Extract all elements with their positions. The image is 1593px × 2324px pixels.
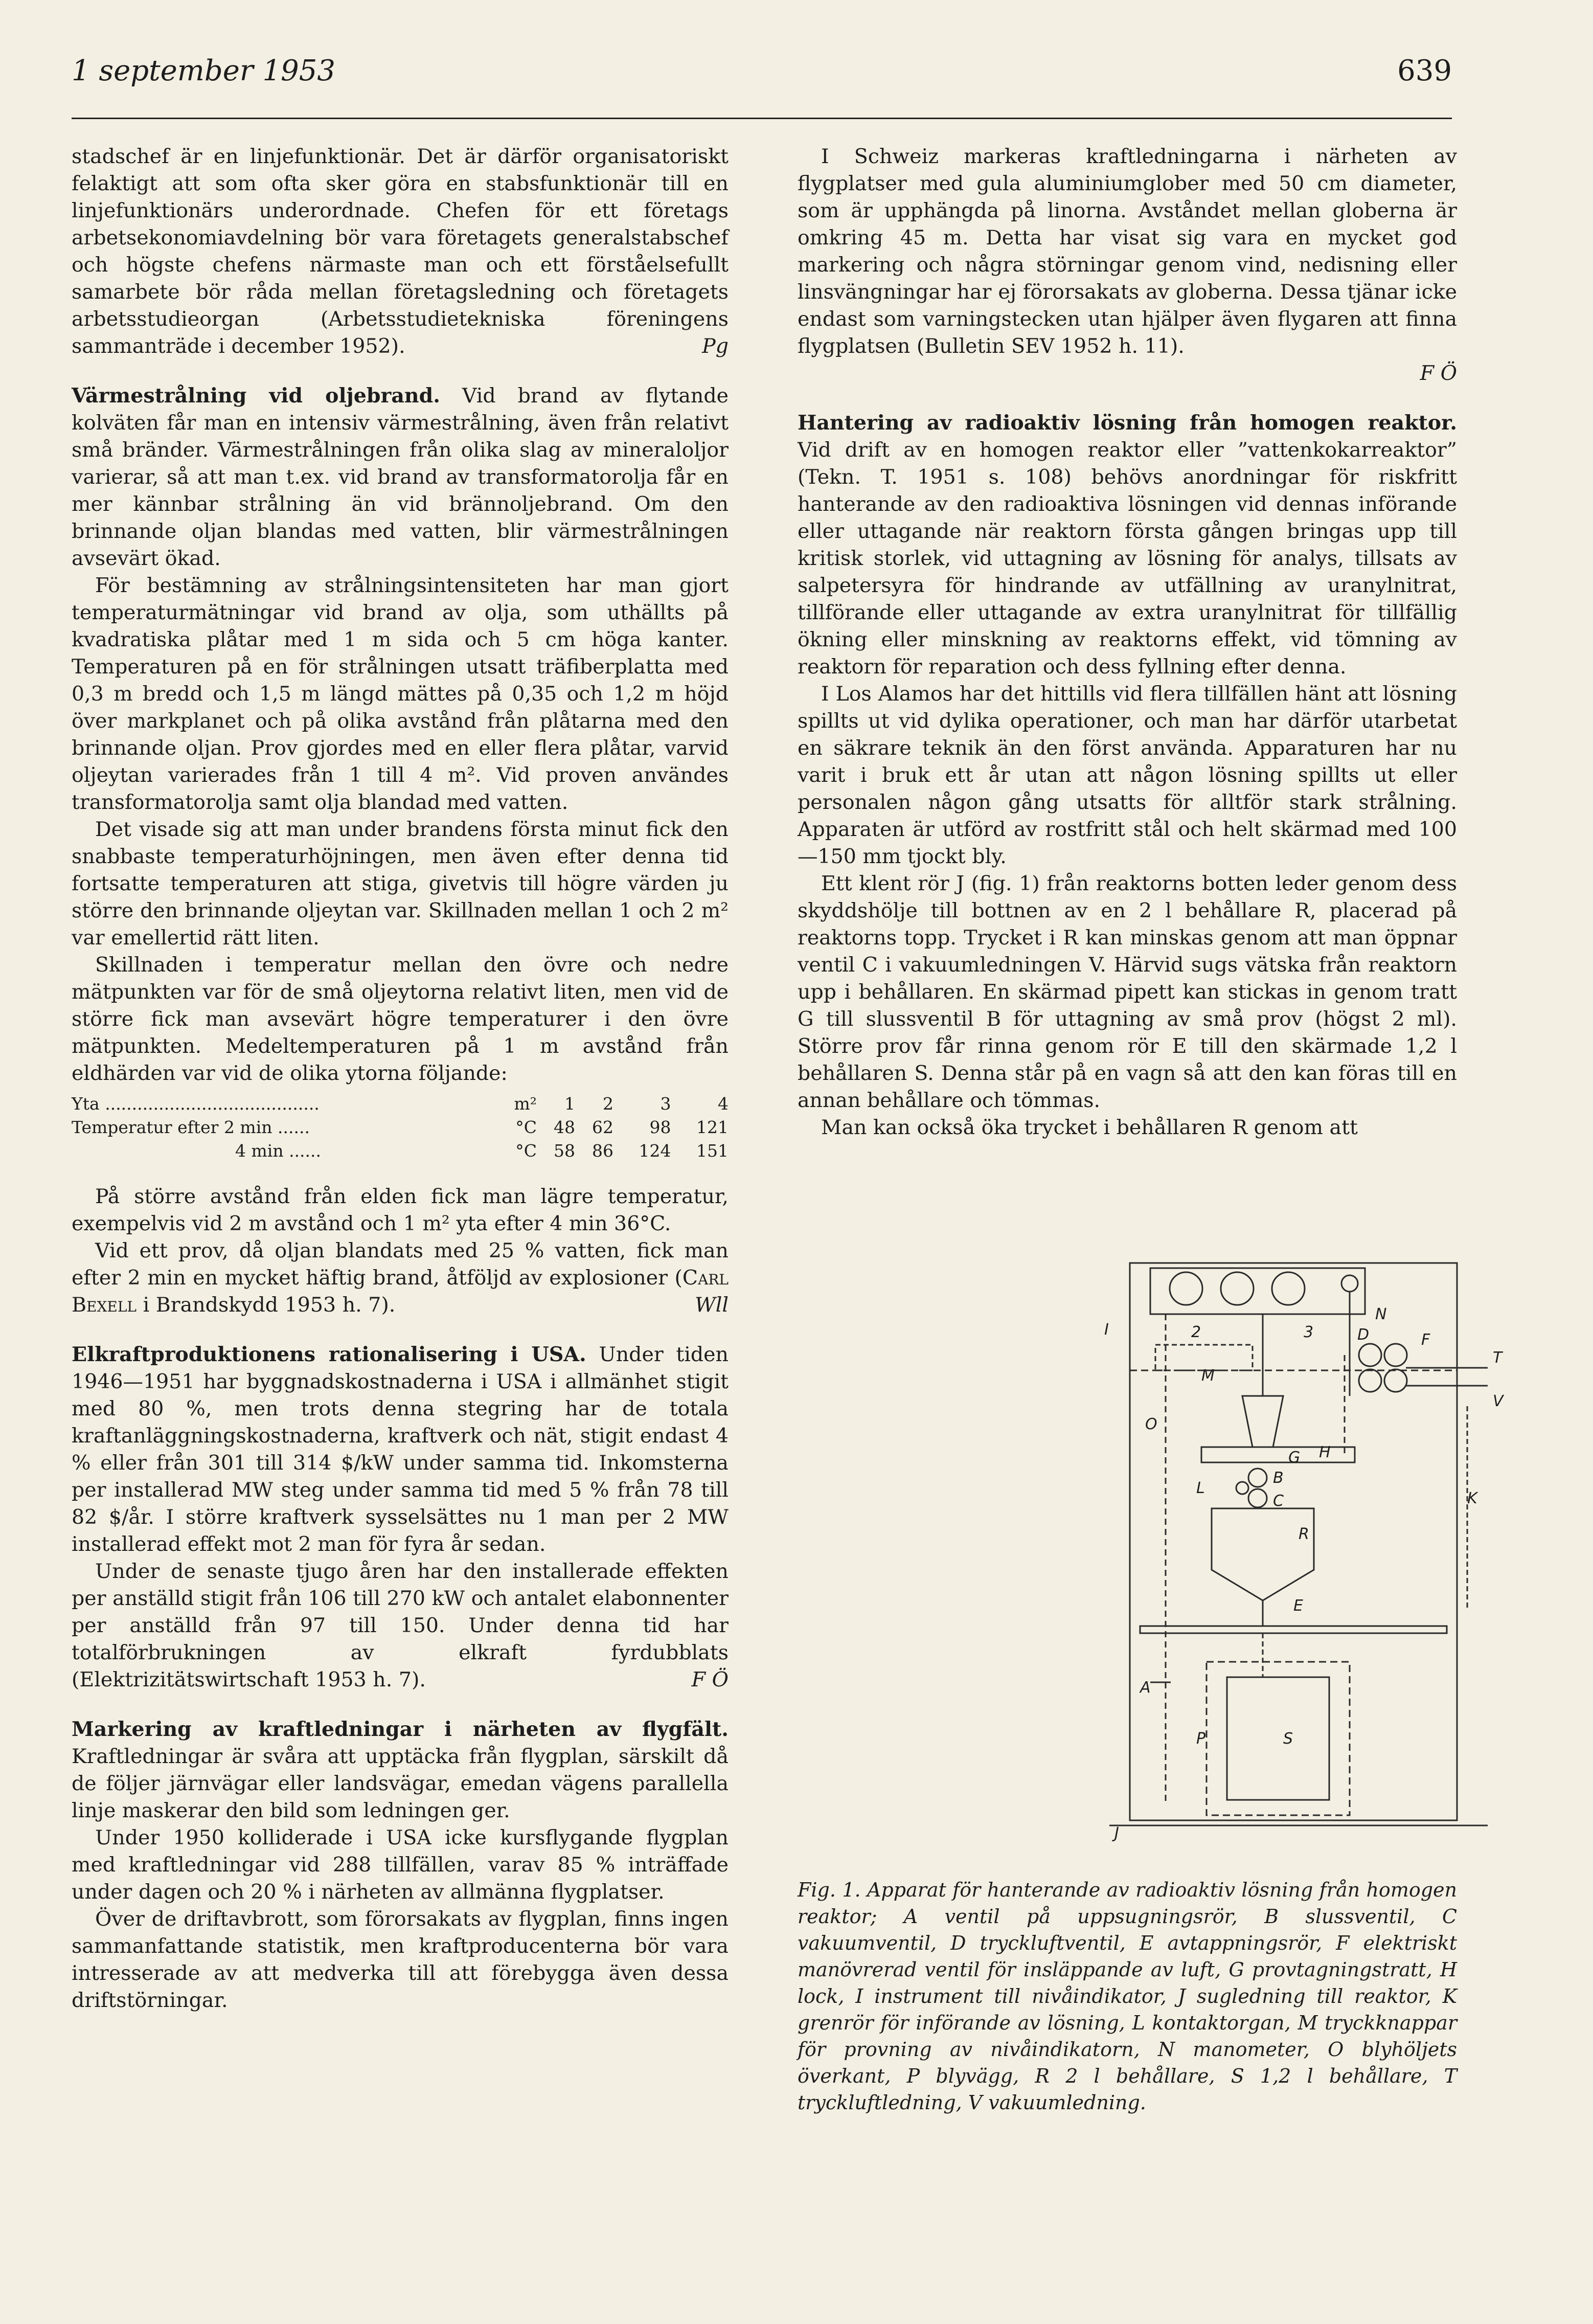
shelf — [1140, 1626, 1447, 1633]
paragraph: Under de senaste tjugo åren har den installerade effekten per anställd stigit från 106 till 270 kW och antalet elabonnenter per anställd från 97 till 150. Under denna tid har totalförbrukningen av elkraft fyrdubblats (Elektrizitätswirtschaft 1953 h. 7). F Ö — [72, 1558, 729, 1694]
section-heading: Hantering av radioaktiv lösning från homogen reaktor. — [798, 411, 1457, 435]
label-i: I — [1104, 1321, 1109, 1339]
outer-lead-casing — [1130, 1263, 1457, 1820]
label-g: G — [1288, 1449, 1301, 1466]
page-number: 639 — [1397, 54, 1452, 87]
author-signature: Wll — [695, 1293, 729, 1317]
valve-icon — [1384, 1369, 1407, 1392]
label-m: M — [1201, 1367, 1215, 1385]
label-l: L — [1196, 1479, 1205, 1497]
paragraph: Värmestrålning vid oljebrand. Vid brand av flytande kolväten får man en intensiv värmestrålning, även från relativt små bränder. Värmestrålningen från olika slag av mineraloljor varierar, så att man t.ex. vid brand av transformatorolja får en mer kännbar strålning än vid brännoljebrand. Om den brinnande oljan blandas med vatten, blir värmestrålningen avsevärt ökad. — [72, 384, 729, 570]
label-s: S — [1283, 1730, 1293, 1748]
label-k: K — [1467, 1490, 1477, 1507]
label-o: O — [1145, 1415, 1157, 1433]
sluice-valve — [1248, 1469, 1267, 1487]
author-signature: F Ö — [1420, 362, 1457, 385]
figure-apparatus-diagram — [1089, 1253, 1504, 1842]
paragraph: Vid ett prov, då oljan blandats med 25 % vatten, fick man efter 2 min en mycket häftig brand, åtföljd av explosioner (Carl Bexell i Brandskydd 1953 h. 7). Wll — [72, 1237, 729, 1319]
container-s — [1227, 1677, 1329, 1800]
label-d: D — [1357, 1326, 1370, 1344]
label-t: T — [1493, 1349, 1503, 1367]
label-a: A — [1140, 1679, 1151, 1697]
paragraph: Det visade sig att man under brandens första minut fick den snabbaste temperaturhöjningen, men även efter denna tid fortsatte temperaturen att stiga, givetvis till högre värden ju större den brinnande oljeytan var. Skillnaden mellan 1 och 2 m² var emellertid rätt liten. — [72, 818, 729, 950]
manometer-icon — [1341, 1275, 1358, 1292]
paragraph: Ett klent rör J (fig. 1) från reaktorns botten leder genom dess skyddshölje till bottnen av en 2 l behållare R, placerad på reaktorns topp. Trycket i R kan minskas genom att man öppnar ventil C i vakuumledningen V. Härvid sugs vätska från reaktorn upp i behållaren. En skärmad pipett kan stickas in genom tratt G till slussventil B för uttagning av små prov (högst 2 ml). Större prov får rinna genom rör E till den skärmade 1,2 l behållaren S. Denna står på en vagn så att den kan föras till en annan behållare och tömmas. — [798, 872, 1457, 1112]
table-row: Temperatur efter 2 min ...... °C 48 62 98 121 — [72, 1117, 729, 1137]
paragraph: På större avstånd från elden fick man lägre temperatur, exempelvis vid 2 m avstånd och 1 m² yta efter 4 min 36°C. — [72, 1185, 729, 1235]
valve-icon — [1359, 1369, 1381, 1392]
label-c: C — [1273, 1492, 1284, 1510]
gauge-icon — [1221, 1272, 1254, 1305]
paragraph: Hantering av radioaktiv lösning från homogen reaktor. Vid drift av en homogen reaktor eller ”vattenkokarreaktor” (Tekn. T. 1951 s. 108) behövs anordningar för riskfritt hanterande av den radioaktiva lösningen vid dennas införande eller uttagande när reaktorn första gången bringas upp till kritisk storlek, vid uttagning av lösning för analys, tillsats av salpetersyra för hindrande av utfällning av uranylnitrat, tillförande eller uttagande av extra uranylnitrat för tillfällig ökning eller minskning av reaktorns effekt, vid tömning av reaktorn för reparation och dess fyllning efter denna. — [798, 411, 1457, 679]
paragraph: I Schweiz markeras kraftledningarna i närheten av flygplatser med gula aluminiumglober med 50 cm diameter, som är upphängda på linorna. Avståndet mellan globerna är omkring 45 m. Detta har visat sig vara en mycket god markering och några störningar genom vind, nedisning eller linsvängningar har ej förorsakats av globerna. Dessa tjänar icke endast som varningstecken utan hjälper även flygaren att finna flygplatsen (Bulletin SEV 1952 h. 11). — [798, 145, 1457, 358]
label-b: B — [1273, 1469, 1284, 1487]
paragraph: Under 1950 kolliderade i USA icke kursflygande flygplan med kraftledningar vid 288 tillfällen, varav 85 % inträffade under dagen och 20 % i närheten av allmänna flygplatser. — [72, 1826, 729, 1904]
paragraph: I Los Alamos har det hittills vid flera tillfällen hänt att lösning spillts ut vid dylika operationer, och man har därför utarbetat en säkrare teknik än den först använda. Apparaturen har nu varit i bruk ett år utan att någon lösning spillts ut eller personalen någon gång utsatts för alltför stark strålning. Apparaten är utförd av rostfritt stål och helt skärmad med 100—150 mm tjockt bly. — [798, 682, 1457, 868]
paragraph: Skillnaden i temperatur mellan den övre och nedre mätpunkten var för de små oljeytorna relativt liten, men vid de större fick man avsevärt högre temperaturer i den övre mätpunkten. Medeltemperaturen på 1 m avstånd från eldhärden var vid de olika ytorna följande: — [72, 953, 729, 1085]
vacuum-valve — [1248, 1489, 1267, 1507]
paragraph: För bestämning av strålningsintensiteten har man gjort temperaturmätningar vid brand av olja, som uthällts på kvadratiska plåtar med 1 m sida och 5 cm höga kanter. Temperaturen på en för strålningen utsatt träfiberplatta med 0,3 m bredd och 1,5 m längd mättes på 0,35 och 1,2 m höjd över markplanet och på olika avstånd från plåtarna med den brinnande oljan. Prov gjordes med en eller flera plåtar, varvid oljeytan varierades från 1 till 4 m². Vid proven användes transformatorolja samt olja blandad med vatten. — [72, 574, 729, 814]
contact-device — [1236, 1482, 1248, 1494]
valve-icon — [1359, 1344, 1381, 1366]
paragraph: Markering av kraftledningar i närheten av flygfält. Kraftledningar är svåra att upptäcka från flygplan, särskilt då de följer järnvägar eller landsvägar, emedan vägens parallella linje maskerar den bild som ledningen ger. — [72, 1718, 729, 1822]
label-r: R — [1299, 1525, 1309, 1543]
section-heading: Elkraftproduktionens rationalisering i USA. — [72, 1343, 586, 1366]
running-header — [72, 51, 1452, 119]
label-j: J — [1114, 1824, 1119, 1842]
issue-date: 1 september 1953 — [72, 54, 335, 87]
label-2: 2 — [1191, 1323, 1201, 1341]
table-row: Yta ........................................ m² 1 2 3 4 — [72, 1094, 729, 1114]
section-heading: Värmestrålning vid oljebrand. — [72, 384, 441, 408]
gauge-icon — [1272, 1272, 1305, 1305]
author-name: Carl Bexell — [72, 1266, 729, 1317]
lead-wall — [1207, 1662, 1350, 1815]
label-v: V — [1493, 1392, 1504, 1410]
left-column — [72, 143, 729, 2014]
label-e: E — [1293, 1597, 1303, 1615]
gauge-icon — [1170, 1272, 1202, 1305]
sampling-funnel — [1242, 1396, 1283, 1447]
container-r — [1212, 1508, 1314, 1600]
label-n: N — [1375, 1305, 1387, 1323]
right-column — [798, 143, 1457, 1141]
author-signature: Pg — [702, 334, 729, 358]
table-row: 4 min ...... °C 58 86 124 151 — [235, 1141, 729, 1161]
label-3: 3 — [1304, 1323, 1314, 1341]
author-signature: F Ö — [691, 1668, 729, 1691]
figure-caption: Fig. 1. Apparat för hanterande av radioaktiv lösning från homogen reaktor; A ventil på uppsugningsrör, B slussventil, C vakuumventil, D tryckluftventil, E avtappningsrör, F elektriskt manövrerad ventil för insläppande av luft, G provtagningstratt, H lock, I instrument till nivåindikator, J sugledning till reaktor, K grenrör för införande av lösning, L kontaktorgan, M tryckknappar för provning av nivåindikatorn, N manometer, O blyhöljets överkant, P blyvägg, R 2 l behållare, S 1,2 l behållare, T tryckluftledning, V vakuumledning. — [798, 1879, 1457, 2114]
apparatus-drawing — [1089, 1253, 1504, 1842]
lid — [1201, 1447, 1355, 1462]
paragraph: Över de driftavbrott, som förorsakats av flygplan, finns ingen sammanfattande statistik, men kraftproducenterna bör vara intresserade av att medverka till att förebygga även dessa driftstörningar. — [72, 1907, 729, 2012]
label-h: H — [1319, 1443, 1331, 1461]
label-p: P — [1196, 1730, 1206, 1748]
temperature-table — [72, 1092, 729, 1163]
label-f: F — [1421, 1331, 1430, 1349]
paragraph: Elkraftproduktionens rationalisering i USA. Under tiden 1946—1951 har byggnadskostnaderna i USA i allmänhet stigit med 80 %, men trots denna stegring har de totala kraftanläggningskostnaderna, kraftverk och nät, stigit endast 4 % eller från 301 till 314 $/kW under samma tid. Inkomsterna per installerad MW steg under samma tid med 5 % från 78 till 82 $/år. I större kraftverk sysselsättes nu 1 man per 2 MW installerad effekt mot 2 man för fyra år sedan. — [72, 1343, 729, 1556]
section-heading: Markering av kraftledningar i närheten av flygfält. — [72, 1718, 729, 1741]
valve-icon — [1384, 1344, 1407, 1366]
top-instrument-panel — [1150, 1268, 1365, 1314]
paragraph: stadschef är en linjefunktionär. Det är därför organisatoriskt felaktigt att som ofta sker göra en stabsfunktionär till en linjefunktionärs underordnade. Chefen för ett företags arbetsekonomiavdelning bör vara företagets generalstabschef och högste chefens närmaste man och ett förståelsefullt samarbete bör råda mellan företagsledning och företagets arbetsstudieorgan (Arbetsstudietekniska föreningens sammanträde i december 1952). Pg — [72, 143, 729, 360]
paragraph: Man kan också öka trycket i behållaren R genom att — [821, 1116, 1358, 1139]
